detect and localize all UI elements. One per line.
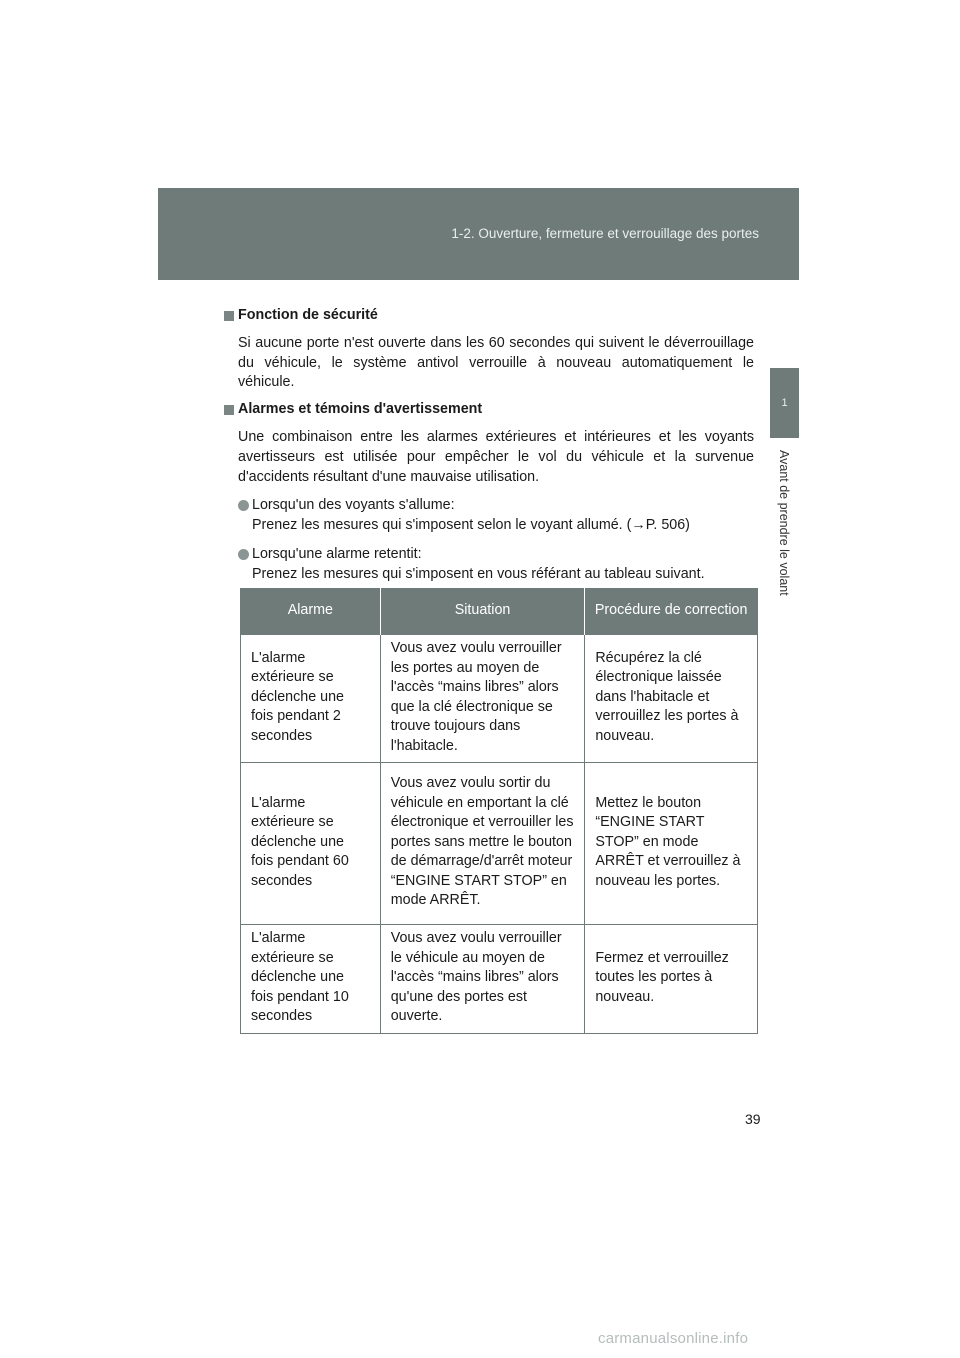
table-row: [241, 763, 758, 925]
chapter-tab: [770, 368, 799, 438]
section-title-text: Fonction de sécurité: [238, 307, 378, 323]
table-header-row: [241, 588, 758, 635]
table-cell: Mettez le bouton “ENGINE START STOP” en mode ARRÊT et verrouillez à nouveau les portes.: [585, 763, 758, 925]
table-cell: L'alarme extérieure se déclenche une fois pendant 10 secondes: [241, 925, 381, 1034]
table-cell: Récupérez la clé électronique laissée dans l'habitacle et verrouillez les portes à nouveau.: [585, 635, 758, 763]
bullet-item: [238, 545, 754, 585]
table-row: [241, 635, 758, 763]
column-header: Procédure de correction: [585, 588, 758, 635]
table-cell: Vous avez voulu sortir du véhicule en emportant la clé électronique et verrouiller les portes sans mettre le bouton de démarrage/d'arrêt moteur “ENGINE START STOP” en mode ARRÊT.: [380, 763, 585, 925]
table-cell: Vous avez voulu verrouiller le véhicule au moyen de l'accès “mains libres” alors qu'une des portes est ouverte.: [380, 925, 585, 1034]
bullet-item: [238, 496, 754, 536]
square-bullet-icon: [224, 405, 234, 415]
alarm-table: [240, 588, 758, 1034]
paragraph: Si aucune porte n'est ouverte dans les 60 secondes qui suivent le déverrouillage du véhicule, le système antivol verrouille à nouveau automatiquement le véhicule.: [238, 334, 754, 391]
table-cell: L'alarme extérieure se déclenche une fois pendant 60 secondes: [241, 763, 381, 925]
chapter-number: 1: [781, 397, 788, 409]
bullet-heading: Lorsqu'une alarme retentit:: [252, 545, 422, 562]
section-title: [224, 306, 754, 326]
bullet-text: Prenez les mesures qui s'imposent selon le voyant allumé. (→P. 506): [252, 517, 690, 534]
table-cell: Fermez et verrouillez toutes les portes à nouveau.: [585, 925, 758, 1034]
table-cell: Vous avez voulu verrouiller les portes au moyen de l'accès “mains libres” alors que la clé électronique se trouve toujours dans l'habitacle.: [380, 635, 585, 763]
chapter-label: Avant de prendre le volant: [777, 450, 791, 596]
section-header: 1-2. Ouverture, fermeture et verrouillage des portes: [451, 226, 759, 241]
bullet-heading: Lorsqu'un des voyants s'allume:: [252, 497, 455, 514]
table-row: [241, 925, 758, 1034]
square-bullet-icon: [224, 311, 234, 321]
section-title-text: Alarmes et témoins d'avertissement: [238, 401, 483, 418]
bullet-text: Prenez les mesures qui s'imposent en vous référant au tableau suivant.: [252, 565, 705, 582]
circle-bullet-icon: [238, 549, 249, 560]
column-header: Situation: [380, 588, 585, 635]
page-content: [224, 306, 754, 585]
watermark: carmanualsonline.info: [598, 1330, 749, 1347]
paragraph: Une combinaison entre les alarmes extérieures et intérieures et les voyants avertisseurs est utilisée pour empêcher le vol du véhicule et la survenue d'accidents résultant d'une mauvaise utilisation.: [238, 428, 754, 485]
table-cell: L'alarme extérieure se déclenche une fois pendant 2 secondes: [241, 635, 381, 763]
column-header: Alarme: [241, 588, 381, 635]
page-number: 39: [745, 1111, 761, 1127]
header-bar: [158, 188, 799, 280]
section-title: [224, 400, 754, 420]
circle-bullet-icon: [238, 500, 249, 511]
